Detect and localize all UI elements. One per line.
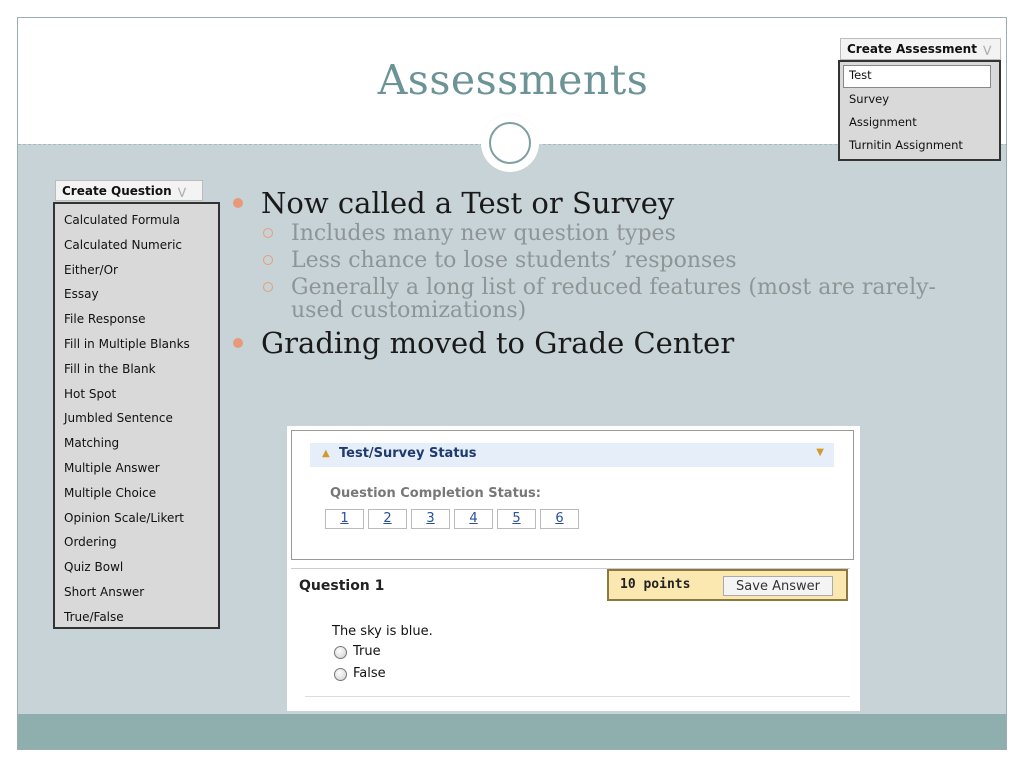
bullet-ring-icon <box>263 255 273 265</box>
bullet-sub: Less chance to lose students’ responses <box>233 249 953 272</box>
create-assessment-button[interactable] <box>840 38 1001 60</box>
create-assessment-label: Create Assessment <box>847 42 977 56</box>
create-assessment-menu <box>838 60 1001 161</box>
footer-band <box>18 714 1007 749</box>
question-type-item[interactable]: Fill in Multiple Blanks <box>64 336 190 351</box>
test-status-bar[interactable] <box>310 443 834 467</box>
question-link[interactable]: 4 <box>454 509 493 529</box>
question-type-item[interactable]: Calculated Numeric <box>64 237 182 252</box>
bullet-list <box>233 186 953 362</box>
radio-button[interactable] <box>334 668 347 681</box>
bullet-sub: Generally a long list of reduced features (most are rarely-used customizations) <box>233 276 953 322</box>
question-type-item[interactable]: Multiple Answer <box>64 460 160 475</box>
question-type-item[interactable]: Either/Or <box>64 262 118 277</box>
question-type-item[interactable]: Matching <box>64 436 120 451</box>
question-type-item[interactable]: True/False <box>64 609 124 624</box>
circle-icon <box>489 122 531 164</box>
assessment-item-survey[interactable]: Survey <box>849 92 890 106</box>
bullet-main: Now called a Test or Survey <box>233 186 953 220</box>
question-divider <box>305 696 850 697</box>
question-type-item[interactable]: Multiple Choice <box>64 485 157 500</box>
question-link[interactable]: 2 <box>368 509 407 529</box>
circle-ornament <box>481 114 539 172</box>
question-link[interactable]: 3 <box>411 509 450 529</box>
question-type-item[interactable]: Quiz Bowl <box>64 560 124 575</box>
create-question-label: Create Question <box>62 184 172 198</box>
chevron-down-icon: ⋁ <box>982 45 992 56</box>
assessment-item-assignment[interactable]: Assignment <box>849 115 917 129</box>
bullet-dot-icon <box>233 338 243 348</box>
question-type-item[interactable]: Essay <box>64 287 99 302</box>
points-box <box>607 569 848 601</box>
bullet-dot-icon <box>233 198 243 208</box>
question-link[interactable]: 1 <box>325 509 364 529</box>
question-type-item[interactable]: Short Answer <box>64 584 145 599</box>
question-body <box>332 624 433 685</box>
question-text: The sky is blue. <box>332 624 433 639</box>
test-status-box <box>291 430 854 560</box>
question-points: 10 points <box>620 577 691 592</box>
title-divider-left <box>18 144 483 145</box>
question-title: Question 1 <box>299 578 385 594</box>
question-link[interactable]: 6 <box>540 509 579 529</box>
completion-status-label: Question Completion Status: <box>330 486 541 501</box>
create-question-menu <box>53 202 220 629</box>
test-status-title: Test/Survey Status <box>339 446 477 461</box>
question-type-item[interactable]: Jumbled Sentence <box>64 411 173 426</box>
answer-option-true[interactable]: True <box>332 641 433 663</box>
question-type-item[interactable]: Fill in the Blank <box>64 361 156 376</box>
chevron-down-icon: ⋁ <box>177 187 187 198</box>
radio-button[interactable] <box>334 646 347 659</box>
question-link[interactable]: 5 <box>497 509 536 529</box>
question-type-item[interactable]: Ordering <box>64 535 117 550</box>
question-type-item[interactable]: Opinion Scale/Likert <box>64 510 184 525</box>
save-answer-button[interactable]: Save Answer <box>723 576 833 596</box>
assessment-item-test[interactable]: Test <box>843 65 991 88</box>
question-type-item[interactable]: Calculated Formula <box>64 213 180 227</box>
question-number-links <box>325 507 583 529</box>
bullet-ring-icon <box>263 228 273 238</box>
question-header <box>291 568 850 603</box>
slide-title: Assessments <box>377 56 649 104</box>
bullet-ring-icon <box>263 282 273 292</box>
question-type-item[interactable]: Hot Spot <box>64 386 117 401</box>
bullet-main: Grading moved to Grade Center <box>233 326 953 360</box>
test-screenshot-panel <box>287 426 860 711</box>
assessment-item-turnitin[interactable]: Turnitin Assignment <box>849 138 963 152</box>
collapse-up-icon[interactable]: ▲ <box>322 448 330 459</box>
question-type-item[interactable]: File Response <box>64 312 146 327</box>
bullet-sub: Includes many new question types <box>233 222 953 245</box>
expand-down-icon[interactable]: ▼ <box>816 447 824 458</box>
create-question-button[interactable] <box>55 180 203 201</box>
answer-option-false[interactable]: False <box>332 663 433 685</box>
